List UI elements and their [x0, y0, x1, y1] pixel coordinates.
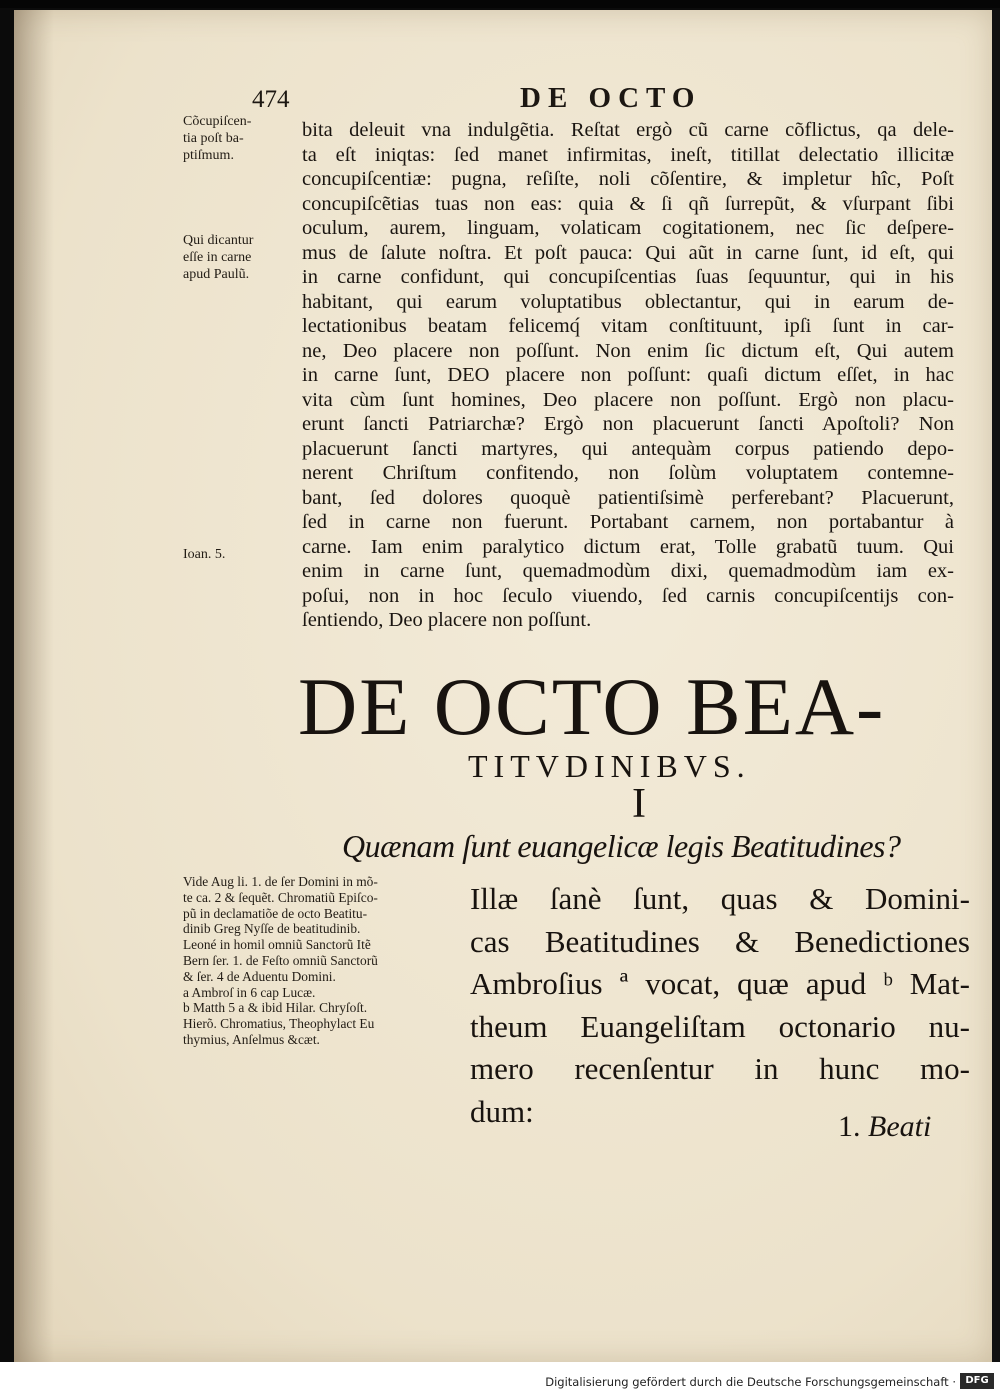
margin-note-line: a Ambroſ in 6 cap Lucæ.: [183, 984, 316, 1000]
text-line: bita deleuit vna indulgẽtia. Reſtat ergò cũ carne cõflictus, qa dele-: [302, 119, 954, 141]
text-line: Ambroſius ª vocat, quæ apud ᵇ Mat-: [470, 966, 970, 1001]
answer-text: [470, 878, 970, 1133]
text-line: carne. Iam enim paralytico dictum erat, Tolle grabatũ tuum. Qui: [302, 535, 954, 558]
margin-note-line: ptiſmum.: [183, 148, 234, 163]
margin-note-line: Cõcupiſcen-: [183, 114, 252, 129]
footer-bar: [0, 1362, 1000, 1396]
text-line: Illæ ſanè ſunt, quas & Domini-: [470, 881, 970, 916]
section-subheading: TITVDINIBVS.: [468, 748, 751, 784]
page-number: 474: [252, 86, 290, 113]
text-line: poſui, non in hoc ſeculo viuendo, ſed carnis concupiſcentijs con-: [302, 584, 954, 607]
text-line: ne, Deo placere non poſſunt. Non enim ſic dictum eſt, Qui autem: [302, 339, 954, 362]
margin-note-line: Qui dicantur: [183, 233, 254, 248]
margin-note-line: eſſe in carne: [183, 250, 252, 265]
text-line: ſentiendo, Deo placere non poſſunt.: [302, 609, 592, 631]
margin-note-line: thymius, Anſelmus &cæt.: [183, 1031, 320, 1047]
margin-note-line: Hierõ. Chromatius, Theophylact Eu: [183, 1016, 375, 1032]
running-title: DE OCTO: [520, 82, 702, 114]
margin-note: [183, 232, 303, 283]
text-line: oculum, aurem, linguam, volaticam cogitationem, nec ſic deſpere-: [302, 217, 954, 239]
text-line: vita cùm ſunt homines, Deo placere non poſſunt. Ergò non placu-: [302, 388, 954, 411]
text-line: placuerunt ſancti martyres, qui antequàm corpus patiendo depo-: [302, 437, 954, 460]
scan-frame-top: [0, 0, 1000, 8]
text-line: nerent Chriſtum confitendo, non ſolùm voluptatem contemne-: [302, 462, 954, 484]
margin-note-line: tia poſt ba-: [183, 131, 244, 146]
text-line: ſed in carne non fuerunt. Portabant carnem, non portabantur à: [302, 511, 954, 533]
text-line: theum Euangeliſtam octonario nu-: [470, 1008, 970, 1044]
catchword: [838, 1110, 931, 1144]
section-heading: DE OCTO BEA-: [298, 661, 886, 752]
text-line: in carne confidunt, qui concupiſcentias ſuas ſequuntur, qui in his: [302, 266, 954, 288]
text-line: in carne ſunt, DEO placere non poſſunt: quaſi dictum eſſet, in hac: [302, 364, 954, 386]
margin-note-line: Ioan. 5.: [183, 547, 226, 562]
margin-note-line: te ca. 2 & ſequẽt. Chromatiũ Epiſco-: [183, 889, 378, 905]
catchword-number: 1.: [838, 1110, 861, 1143]
margin-note-line: dinib Greg Nyſſe de beatitudinib.: [183, 921, 361, 937]
gutter-shadow: [14, 10, 54, 1362]
margin-note-line: pũ in declamatiõe de octo Beatitu-: [183, 905, 368, 921]
margin-note-line: Leoné in homil omniũ Sanctorũ Itẽ: [183, 937, 371, 953]
margin-note-line: apud Paulũ.: [183, 267, 250, 282]
question-heading: Quænam ſunt euangelicæ legis Beatitudines?: [342, 828, 901, 864]
dfg-logo: DFG: [960, 1373, 994, 1389]
margin-note-line: & ſer. 4 de Aduentu Domini.: [183, 968, 336, 984]
text-line: erunt ſancti Patriarchæ? Ergò non placuerunt ſancti Apoſtoli? Non: [302, 413, 954, 435]
margin-notes-lower: [183, 874, 483, 1048]
text-line: lectationibus beatam felicemq́ vitam conſtituunt, ipſi ſunt in car-: [302, 315, 954, 337]
margin-note-line: b Matth 5 a & ibid Hilar. Chryſoſt.: [183, 1000, 368, 1016]
text-line: dum:: [470, 1093, 534, 1129]
text-line: enim in carne ſunt, quemadmodùm dixi, quemadmodùm iam ex-: [302, 560, 954, 582]
text-line: concupiſcentiæ: pugna, reſiſte, noli cõſentire, & impletur hîc, Poſt: [302, 168, 954, 190]
text-line: ta eſt iniqtas: ſed manet infirmitas, ineſt, titillat delectatio illicitæ: [302, 143, 954, 166]
margin-note-line: Vide Aug li. 1. de ſer Domini in mõ-: [183, 874, 378, 889]
scan-frame-right: [992, 10, 1000, 1362]
margin-note: [183, 113, 303, 164]
running-head: [0, 80, 1000, 120]
margin-note: [183, 546, 303, 563]
catchword-word: Beati: [868, 1110, 932, 1143]
text-line: bant, ſed dolores quoquè patientiſsimè perferebant? Placuerunt,: [302, 486, 954, 509]
text-line: mero recenſentur in hunc mo-: [470, 1051, 970, 1086]
section-numeral: I: [632, 781, 646, 827]
footer-credit: Digitalisierung gefördert durch die Deutsche Forschungsgemeinschaft ·: [545, 1375, 956, 1389]
margin-note-line: Bern ſer. 1. de Feſto omniũ Sanctorũ: [183, 952, 378, 968]
body-text: [302, 118, 954, 633]
text-line: cas Beatitudines & Benedictiones: [470, 923, 970, 959]
text-line: mus de ſalute noſtra. Et poſt pauca: Qui aũt in carne ſunt, id eſt, qui: [302, 241, 954, 264]
text-line: habitant, qui earum voluptatibus oblectantur, qui in earum de-: [302, 290, 954, 313]
text-line: concupiſcẽtias tuas non eas: quia & ſi qñ ſurrepũt, & vſurpant ſibi: [302, 192, 954, 215]
